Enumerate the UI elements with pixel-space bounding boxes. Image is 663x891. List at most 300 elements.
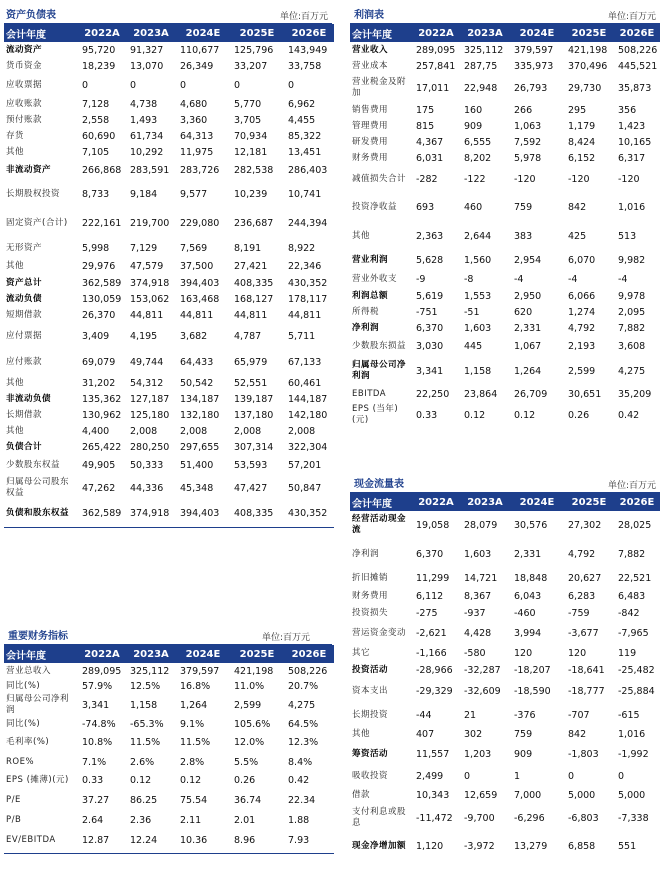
- row-value: 2,558: [82, 114, 110, 126]
- row-value: 5,000: [568, 789, 596, 801]
- row-label: 现金净增加额: [352, 840, 407, 851]
- table-row: [350, 679, 660, 703]
- row-value: 236,687: [234, 217, 274, 229]
- table-row: [4, 475, 334, 501]
- row-value: 91,327: [130, 44, 164, 56]
- income-statement-table: [350, 24, 660, 428]
- column-header-year: 2026E: [614, 24, 660, 42]
- row-value: -29,329: [416, 685, 453, 697]
- row-value: 143,949: [288, 44, 328, 56]
- row-label: 应收账款: [6, 98, 43, 109]
- row-label: 归属母公司净利润: [6, 694, 70, 715]
- row-value: 0.12: [464, 409, 486, 421]
- row-value: 22,346: [288, 261, 322, 272]
- key-ratios-header: [4, 624, 332, 645]
- row-label: 应收票据: [6, 79, 43, 90]
- row-value: 11.5%: [180, 736, 211, 748]
- row-value: -32,287: [464, 664, 501, 676]
- row-value: 0: [180, 79, 187, 91]
- row-value: 12.5%: [130, 680, 161, 692]
- row-value: 49,744: [130, 356, 164, 368]
- row-value: 26,709: [514, 388, 548, 400]
- row-value: 18,848: [514, 572, 548, 584]
- table-row: [4, 439, 334, 455]
- row-value: 67,133: [288, 356, 322, 368]
- row-label: 借款: [352, 789, 371, 800]
- table-row: [4, 160, 334, 180]
- row-value: 1,560: [464, 254, 492, 266]
- row-label: EPS (当年)(元): [352, 404, 399, 425]
- row-value: 10,165: [618, 136, 652, 148]
- row-value: 132,180: [180, 409, 220, 421]
- row-value: 85,322: [288, 130, 322, 142]
- row-value: 12,181: [234, 146, 268, 158]
- row-label: 销售费用: [352, 104, 389, 115]
- row-label: 管理费用: [352, 120, 389, 131]
- row-value: -25,884: [618, 685, 655, 697]
- table-row: [350, 645, 660, 661]
- row-value: 5,978: [514, 152, 542, 164]
- row-value: -32,609: [464, 685, 501, 697]
- row-value: -44: [416, 709, 432, 721]
- row-value: 20.7%: [288, 680, 319, 692]
- row-value: 44,811: [130, 309, 164, 321]
- row-value: 3,705: [234, 114, 262, 126]
- table-row: [4, 349, 334, 375]
- column-header-label: 会计年度: [4, 645, 78, 663]
- row-value: 551: [618, 840, 637, 852]
- row-value: 36.74: [234, 794, 262, 806]
- row-value: 266: [514, 104, 533, 116]
- row-value: 430,352: [288, 508, 328, 520]
- table-row: [4, 789, 334, 811]
- row-value: 0.42: [288, 774, 310, 786]
- row-value: 7,882: [618, 548, 646, 560]
- row-value: 1.88: [288, 814, 310, 826]
- row-label: 长期借款: [6, 409, 43, 420]
- row-label: 长期股权投资: [6, 188, 61, 199]
- income-statement-header: [350, 3, 660, 24]
- row-value: 153,062: [130, 293, 170, 305]
- row-value: 12.0%: [234, 736, 265, 748]
- table-row: [4, 829, 334, 853]
- row-value: -580: [464, 647, 486, 659]
- row-value: 1,016: [618, 728, 646, 740]
- row-value: 0.26: [234, 774, 256, 786]
- table-row: [350, 118, 660, 134]
- row-value: -751: [416, 306, 438, 318]
- row-value: 2,008: [180, 425, 208, 437]
- row-value: 909: [514, 748, 533, 760]
- row-value: 10.36: [180, 835, 208, 847]
- row-value: 286,403: [288, 164, 328, 176]
- row-value: 4,680: [180, 98, 208, 110]
- row-label: 流动资产: [6, 44, 43, 55]
- row-value: 75.54: [180, 794, 208, 806]
- row-value: 8,191: [234, 242, 262, 254]
- row-value: 8,922: [288, 242, 316, 254]
- row-value: 445: [464, 340, 483, 352]
- row-value: 110,677: [180, 44, 220, 56]
- row-value: 65,979: [234, 356, 268, 368]
- table-row: [350, 288, 660, 304]
- row-value: 35,209: [618, 388, 652, 400]
- row-value: -28,966: [416, 664, 453, 676]
- column-header-year: 2022A: [412, 24, 460, 42]
- row-value: 127,187: [130, 393, 170, 405]
- row-value: 30,651: [568, 388, 602, 400]
- row-value: -51: [464, 306, 480, 318]
- table-row: [350, 767, 660, 785]
- row-value: 6,283: [568, 590, 596, 602]
- row-value: 37.27: [82, 794, 110, 806]
- row-value: 421,198: [234, 665, 274, 677]
- row-value: 5,628: [416, 254, 444, 266]
- row-value: 125,180: [130, 409, 170, 421]
- row-value: -7,338: [618, 812, 649, 824]
- row-value: 2.64: [82, 814, 104, 826]
- column-header-year: 2022A: [412, 493, 460, 511]
- column-header-year: 2025E: [230, 24, 284, 42]
- row-value: 266,868: [82, 164, 122, 176]
- row-label: 研发费用: [352, 136, 389, 147]
- row-value: 7,129: [130, 242, 158, 254]
- row-value: 322,304: [288, 441, 328, 453]
- table-row: [4, 323, 334, 349]
- row-value: 44,336: [130, 482, 164, 494]
- row-label: 应付票据: [6, 330, 43, 341]
- row-value: -615: [618, 709, 640, 721]
- row-value: -9: [416, 273, 426, 285]
- row-label: 其他: [352, 728, 371, 739]
- row-value: 53,593: [234, 459, 268, 471]
- row-value: 1,158: [464, 365, 492, 377]
- table-row: [4, 275, 334, 291]
- table-row: [350, 42, 660, 58]
- row-value: 2,331: [514, 322, 542, 334]
- row-value: 815: [416, 120, 435, 132]
- row-label: 投资活动: [352, 664, 389, 675]
- row-value: 287,75: [464, 60, 498, 72]
- row-label: EBITDA: [352, 388, 387, 399]
- row-value: 2,599: [568, 365, 596, 377]
- row-label: 长期投资: [352, 709, 389, 720]
- row-label: 短期借款: [6, 309, 43, 320]
- row-value: 52,551: [234, 377, 268, 389]
- row-value: 60,461: [288, 377, 322, 389]
- row-value: 57,201: [288, 459, 322, 471]
- row-label: 减值损失合计: [352, 173, 407, 184]
- row-label: 营运资金变动: [352, 627, 407, 638]
- row-label: 存货: [6, 130, 25, 141]
- row-label: 营业外收支: [352, 273, 398, 284]
- row-value: -376: [514, 709, 536, 721]
- row-value: 759: [514, 201, 533, 213]
- key-ratios-unit: 单位:百万元: [261, 633, 310, 643]
- table-row: [350, 569, 660, 587]
- row-value: 362,589: [82, 508, 122, 520]
- row-value: 6,070: [568, 254, 596, 266]
- row-label: 少数股东权益: [6, 459, 61, 470]
- row-value: 13,279: [514, 840, 548, 852]
- row-value: 2,193: [568, 340, 596, 352]
- row-value: 1,179: [568, 120, 596, 132]
- row-value: 120: [514, 647, 533, 659]
- column-header-year: 2023A: [126, 24, 176, 42]
- row-value: 21: [464, 709, 477, 721]
- row-value: 19,058: [416, 519, 450, 531]
- row-value: 2,008: [288, 425, 316, 437]
- row-value: 26,349: [180, 60, 214, 72]
- column-header-year: 2023A: [460, 493, 510, 511]
- row-value: 12,659: [464, 789, 498, 801]
- column-header-year: 2026E: [284, 24, 334, 42]
- row-value: 8,424: [568, 136, 596, 148]
- row-value: 1,553: [464, 290, 492, 302]
- row-label: 净利润: [352, 322, 380, 333]
- balance-sheet-header: [4, 3, 332, 24]
- row-value: 408,335: [234, 277, 274, 289]
- row-value: 22,948: [464, 82, 498, 94]
- table-row: [350, 222, 660, 250]
- row-label: 净利润: [352, 548, 380, 559]
- row-value: 219,700: [130, 217, 170, 229]
- row-value: 137,180: [234, 409, 274, 421]
- row-value: 2,644: [464, 230, 492, 242]
- row-value: 1,423: [618, 120, 646, 132]
- table-row: [4, 144, 334, 160]
- row-value: 1,063: [514, 120, 542, 132]
- row-value: 29,730: [568, 82, 602, 94]
- row-value: 11,299: [416, 572, 450, 584]
- table-row: [4, 455, 334, 475]
- row-value: 0.33: [416, 409, 438, 421]
- table-row: [350, 74, 660, 102]
- row-value: 13,070: [130, 60, 164, 72]
- row-value: -18,207: [514, 664, 551, 676]
- table-row: [350, 320, 660, 336]
- row-value: 282,538: [234, 164, 274, 176]
- table-row: [4, 501, 334, 527]
- row-label: 财务费用: [352, 590, 389, 601]
- table-row: [4, 291, 334, 307]
- table-row: [4, 693, 334, 717]
- key-ratios-panel: [4, 624, 332, 854]
- row-label: 筹资活动: [352, 748, 389, 759]
- row-value: -3,972: [464, 840, 495, 852]
- row-value: 5,619: [416, 290, 444, 302]
- row-value: 28,079: [464, 519, 498, 531]
- row-label: 折旧摊销: [352, 572, 389, 583]
- row-value: 47,579: [130, 261, 164, 272]
- income-statement-panel: [350, 3, 660, 428]
- column-header-year: 2025E: [564, 493, 614, 511]
- row-label: 非流动负债: [6, 393, 52, 404]
- row-value: -18,777: [568, 685, 605, 697]
- balance-sheet-panel: [4, 3, 332, 528]
- table-row: [4, 58, 334, 74]
- row-value: -8: [464, 273, 474, 285]
- table-row: [4, 258, 334, 275]
- row-value: 379,597: [180, 665, 220, 677]
- row-value: 135,362: [82, 393, 122, 405]
- row-label: 经营活动现金流: [352, 514, 407, 535]
- table-row: [350, 192, 660, 222]
- column-header-year: 2024E: [510, 493, 564, 511]
- row-value: 374,918: [130, 508, 170, 520]
- row-label: 营业成本: [352, 60, 389, 71]
- row-value: 4,792: [568, 548, 596, 560]
- row-value: 175: [416, 104, 435, 116]
- row-value: -7,965: [618, 627, 649, 639]
- row-value: 64,433: [180, 356, 214, 368]
- row-value: 257,841: [416, 60, 456, 72]
- row-label: 营业利润: [352, 254, 389, 265]
- row-value: 356: [618, 104, 637, 116]
- row-value: -3,677: [568, 627, 599, 639]
- row-value: 7.93: [288, 835, 310, 847]
- row-value: 2,008: [130, 425, 158, 437]
- row-label: EV/EBITDA: [6, 835, 56, 846]
- cash-flow-header: [350, 472, 660, 493]
- row-value: 460: [464, 201, 483, 213]
- row-value: 370,496: [568, 60, 608, 72]
- row-value: 513: [618, 230, 637, 242]
- row-value: 5,998: [82, 242, 110, 254]
- column-header-year: 2025E: [564, 24, 614, 42]
- row-value: 842: [568, 201, 587, 213]
- row-value: 1,493: [130, 114, 158, 126]
- cash-flow-table: [350, 493, 660, 861]
- row-label: 营业收入: [352, 44, 389, 55]
- row-value: 1,203: [464, 748, 492, 760]
- row-value: 8,367: [464, 590, 492, 602]
- row-label: 同比(%): [6, 718, 41, 729]
- table-row: [350, 336, 660, 356]
- table-row: [4, 180, 334, 208]
- row-label: 应付账款: [6, 356, 43, 367]
- row-value: 0.26: [568, 409, 590, 421]
- row-value: 408,335: [234, 508, 274, 520]
- income-statement-title: 利润表: [354, 10, 384, 21]
- row-value: 1,120: [416, 840, 444, 852]
- row-value: 0.12: [514, 409, 536, 421]
- column-header-label: 会计年度: [4, 24, 78, 42]
- table-row: [4, 112, 334, 128]
- row-value: 7,105: [82, 146, 110, 158]
- row-value: -937: [464, 607, 486, 619]
- row-value: 4,400: [82, 425, 110, 437]
- row-label: 同比(%): [6, 680, 41, 691]
- table-row: [350, 250, 660, 270]
- row-value: -122: [464, 173, 486, 185]
- row-value: 289,095: [82, 665, 122, 677]
- row-value: 0.42: [618, 409, 640, 421]
- row-value: 6,043: [514, 590, 542, 602]
- table-row: [350, 587, 660, 605]
- row-value: 47,427: [234, 482, 268, 494]
- row-value: 1,274: [568, 306, 596, 318]
- row-value: 6,031: [416, 152, 444, 164]
- table-row: [350, 150, 660, 166]
- column-header-year: 2023A: [460, 24, 510, 42]
- row-value: 1,067: [514, 340, 542, 352]
- row-value: 3,608: [618, 340, 646, 352]
- table-row: [350, 831, 660, 861]
- row-value: 335,973: [514, 60, 554, 72]
- row-value: 163,468: [180, 293, 220, 305]
- column-header-year: 2024E: [176, 645, 230, 663]
- row-value: 2,095: [618, 306, 646, 318]
- row-value: 283,726: [180, 164, 220, 176]
- row-label: ROE%: [6, 756, 35, 767]
- row-value: 16.8%: [180, 680, 211, 692]
- row-label: 财务费用: [352, 152, 389, 163]
- row-value: 1,264: [180, 699, 208, 711]
- row-value: 6,483: [618, 590, 646, 602]
- table-row: [350, 402, 660, 428]
- row-value: 86.25: [130, 794, 158, 806]
- row-value: 6,112: [416, 590, 444, 602]
- row-value: 0: [288, 79, 295, 91]
- row-value: 11.0%: [234, 680, 265, 692]
- row-value: 50,333: [130, 459, 164, 471]
- row-value: 7,000: [514, 789, 542, 801]
- row-value: 0: [234, 79, 241, 91]
- balance-sheet-unit: 单位:百万元: [279, 12, 328, 22]
- row-value: 229,080: [180, 217, 220, 229]
- table-row: [350, 270, 660, 288]
- key-ratios-table: [4, 645, 334, 854]
- column-header-year: 2026E: [284, 645, 334, 663]
- key-ratios-title: 重要财务指标: [8, 631, 68, 642]
- row-value: 362,589: [82, 277, 122, 289]
- row-value: 13,451: [288, 146, 322, 158]
- row-label: EPS (摊薄)(元): [6, 774, 69, 785]
- table-row: [350, 661, 660, 679]
- row-value: 54,312: [130, 377, 164, 389]
- row-value: 95,720: [82, 44, 116, 56]
- table-row: [350, 805, 660, 831]
- row-value: 49,905: [82, 459, 116, 471]
- row-value: 3,360: [180, 114, 208, 126]
- table-row: [350, 102, 660, 118]
- row-value: 130,962: [82, 409, 122, 421]
- row-value: 23,864: [464, 388, 498, 400]
- row-value: 47,262: [82, 482, 116, 494]
- row-value: 33,758: [288, 60, 322, 72]
- row-value: 445,521: [618, 60, 658, 72]
- row-value: 3,030: [416, 340, 444, 352]
- row-label: 归属母公司股东权益: [6, 477, 70, 498]
- table-row: [4, 391, 334, 407]
- row-value: 22,250: [416, 388, 450, 400]
- row-value: 4,738: [130, 98, 158, 110]
- row-value: 8,733: [82, 188, 110, 200]
- row-value: -9,700: [464, 812, 495, 824]
- row-label: 预付账款: [6, 114, 43, 125]
- row-label: 所得税: [352, 306, 380, 317]
- table-row: [350, 511, 660, 539]
- row-value: 105.6%: [234, 718, 271, 730]
- row-value: 9,184: [130, 188, 158, 200]
- row-value: 307,314: [234, 441, 274, 453]
- row-label: 其他: [6, 425, 25, 436]
- row-value: 31,202: [82, 377, 116, 389]
- row-value: 425: [568, 230, 587, 242]
- row-value: 11,557: [416, 748, 450, 760]
- table-row: [4, 753, 334, 771]
